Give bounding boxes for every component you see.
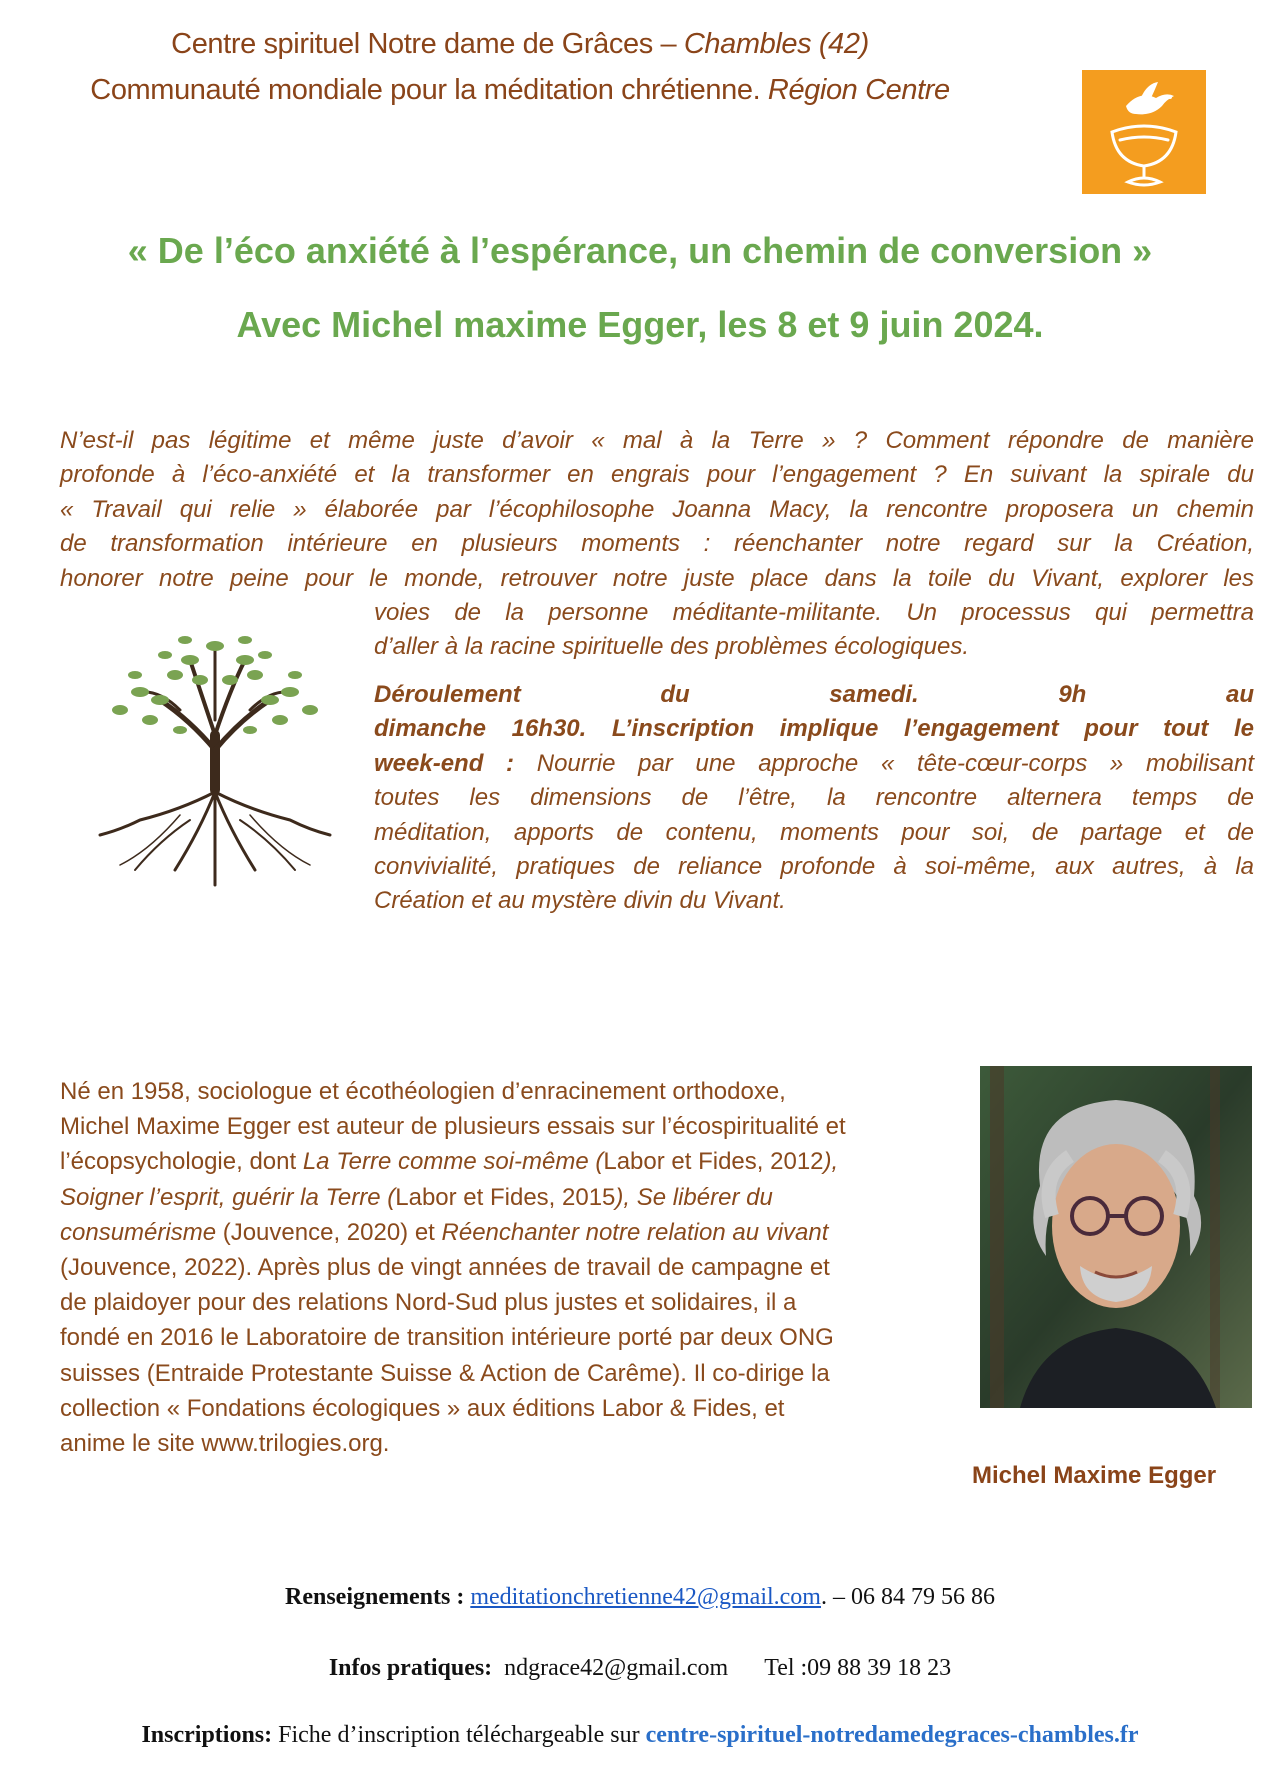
header-community: Communauté mondiale pour la méditation chrétienne. [90,74,768,106]
intro-line: N’est-il pas légitime et même juste d’avoir « mal à la Terre » ? Comment répondre de manière [60,427,1254,454]
schedule-line-rest: Nourrie par une approche « tête-cœur-corps » mobilisant [536,749,1254,777]
bio-line [60,1215,960,1250]
photo-caption: Michel Maxime Egger [972,1462,1217,1489]
schedule-line: dimanche 16h30. L’inscription implique l’engagement pour tout le [374,715,1254,743]
intro-line: « Travail qui relie » élaborée par l’écophilosophe Joanna Macy, la rencontre proposera un chemin [60,495,1254,523]
header-centre-name: Centre spirituel Notre dame de Grâces – [171,28,684,60]
speaker-photo [980,1066,1252,1408]
event-title: « De l’éco anxiété à l’espérance, un chemin de conversion » [127,230,1153,271]
event-subtitle: Avec Michel maxime Egger, les 8 et 9 juin 2024. [236,304,1044,345]
book-title: consumérisme [60,1218,217,1246]
bio-fragment: (Jouvence, 2020) et [216,1218,442,1246]
schedule-paragraph [374,678,1254,919]
bio-line: fondé en 2016 le Laboratoire de transition intérieure porté par deux ONG [60,1324,834,1352]
schedule-line: Création et au mystère divin du Vivant. [374,887,786,915]
intro-line: honorer notre peine pour le monde, retrouver notre juste place dans la toile du Vivant, explorer les [60,564,1254,592]
book-title: Réenchanter notre relation au vivant [441,1218,829,1246]
header-location: Chambles (42) [683,28,869,60]
bio-line: anime le site www.trilogies.org. [60,1430,390,1458]
renseignements-phone: . – 06 84 79 56 86 [820,1584,995,1610]
meditation-logo [1082,70,1206,194]
book-title: ), Se libérer du [615,1183,773,1211]
inscriptions-text: Fiche d’inscription téléchargeable sur [272,1722,646,1748]
header-line-1 [0,28,1040,61]
inscriptions-website-link[interactable]: centre-spirituel-notredamedegraces-chambles.fr [645,1722,1139,1748]
speaker-portrait-icon [980,1066,1252,1408]
inscriptions-label: Inscriptions: [141,1722,273,1748]
intro-paragraph-tail [374,596,1254,665]
schedule-line: Déroulement du samedi. 9h au [374,681,1254,708]
intro-line: voies de la personne méditante-militante. Un processus qui permettra [374,599,1254,626]
intro-line: de transformation intérieure en plusieurs moments : réenchanter notre regard sur la Création, [60,530,1254,558]
infos-email: ndgrace42@gmail.com [504,1655,729,1681]
infos-label: Infos pratiques: [328,1655,493,1681]
infos-phone: Tel :09 88 39 18 23 [764,1655,952,1681]
schedule-line: convivialité, pratiques de reliance profonde à soi-même, aux autres, à la [374,853,1254,881]
bio-line [60,1144,960,1179]
schedule-line: toutes les dimensions de l’être, la rencontre alternera temps de [374,784,1254,812]
bio-line: (Jouvence, 2022). Après plus de vingt années de travail de campagne et [60,1254,830,1282]
bio-line [60,1180,960,1215]
bio-fragment: Labor et Fides, 2012 [603,1148,824,1176]
bio-fragment: Labor et Fides, 2015 [395,1183,616,1211]
bio-fragment: ), [823,1148,839,1176]
bio-line: suisses (Entraide Protestante Suisse & Action de Carême). Il co-dirige la [60,1359,830,1387]
renseignements-email-link[interactable]: meditationchretienne42@gmail.com [470,1584,821,1610]
tree-icon [80,620,350,900]
bio-line: Michel Maxime Egger est auteur de plusieurs essais sur l’écospiritualité et [60,1113,846,1141]
footer-renseignements [0,1584,1280,1611]
bio-fragment: l’écopsychologie, dont [60,1148,303,1176]
renseignements-label: Renseignements : [285,1584,471,1610]
book-title: Soigner l’esprit, guérir la Terre ( [60,1183,396,1211]
schedule-weekend-label: week-end : [374,749,537,777]
tree-illustration [80,620,350,900]
schedule-line [374,747,1254,781]
speaker-bio [60,1074,960,1461]
footer-inscriptions [0,1722,1280,1749]
intro-line: profonde à l’éco-anxiété et la transformer en engrais pour l’engagement ? En suivant la spirale du [60,461,1254,489]
book-title: La Terre comme soi-même ( [302,1148,604,1176]
footer-infos [0,1655,1280,1682]
header-line-2 [0,74,1040,107]
bio-line: de plaidoyer pour des relations Nord-Sud plus justes et solidaires, il a [60,1289,797,1317]
bio-line: collection « Fondations écologiques » aux éditions Labor & Fides, et [60,1394,785,1422]
header-region: Région Centre [767,74,950,106]
intro-line: d’aller à la racine spirituelle des problèmes écologiques. [374,633,969,661]
bio-line: Né en 1958, sociologue et écothéologien d’enracinement orthodoxe, [60,1078,786,1105]
schedule-line: méditation, apports de contenu, moments pour soi, de partage et de [374,818,1254,846]
intro-paragraph [60,424,1254,596]
chalice-dove-icon [1082,70,1206,194]
